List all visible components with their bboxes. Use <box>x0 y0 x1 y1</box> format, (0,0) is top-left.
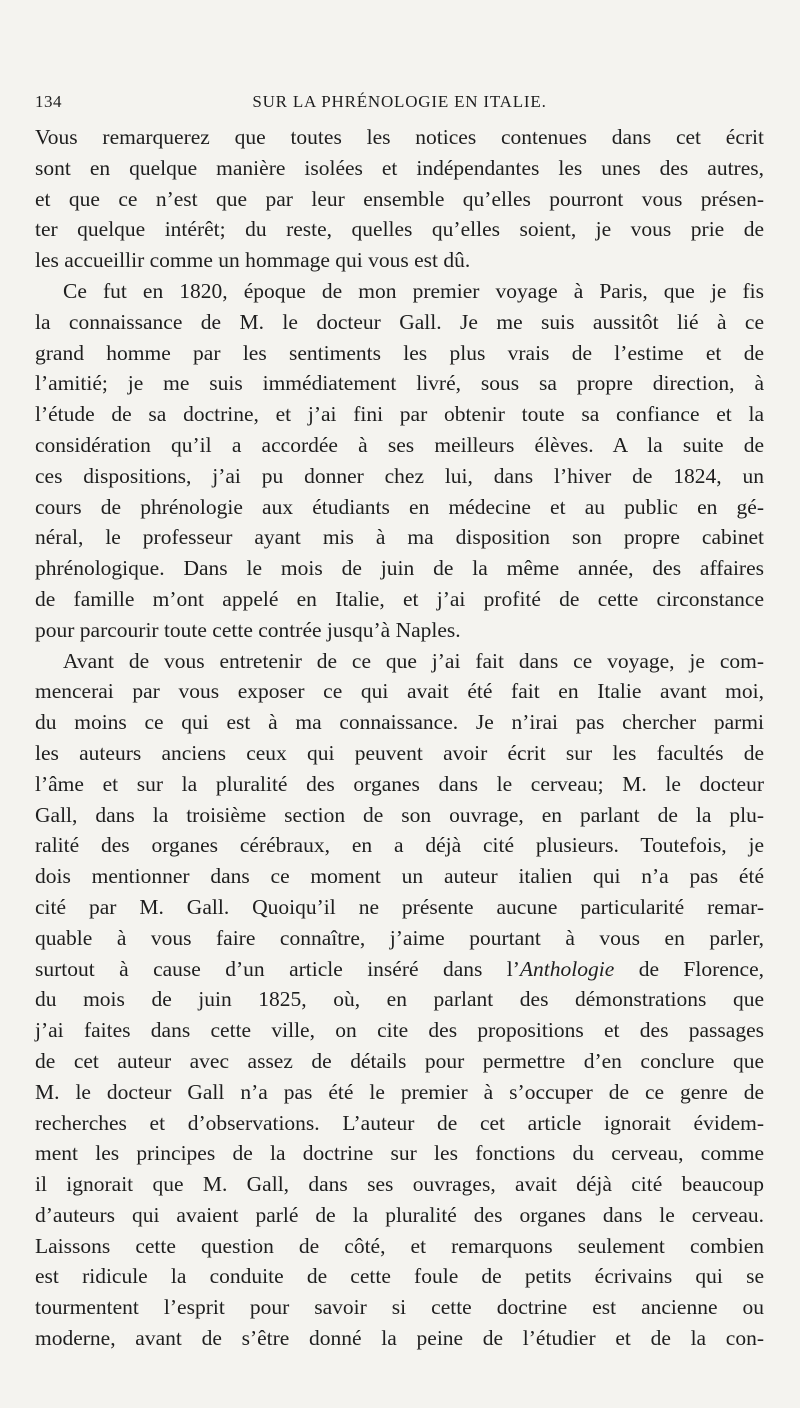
text-line: moderne, avant de s’être donné la peine de l’étudier et de la con- <box>35 1326 764 1351</box>
text-line: tourmentent l’esprit pour savoir si cette doctrine est ancienne ou <box>35 1295 764 1320</box>
text-line: Gall, dans la troisième section de son ouvrage, en parlant de la plu- <box>35 802 764 827</box>
text-line: j’ai faites dans cette ville, on cite des propositions et des passages <box>35 1018 764 1043</box>
text-line: les accueillir comme un hommage qui vous est dû. <box>35 248 471 273</box>
text-line: du moins ce qui est à ma connaissance. Je n’irai pas chercher parmi <box>35 710 764 735</box>
text-line: M. le docteur Gall n’a pas été le premier à s’occuper de ce genre de <box>35 1079 764 1104</box>
text-line: quable à vous faire connaître, j’aime pourtant à vous en parler, <box>35 925 764 950</box>
text-line: et que ce n’est que par leur ensemble qu’elles pourront vous présen- <box>35 186 764 211</box>
text-line: mencerai par vous exposer ce qui avait été fait en Italie avant moi, <box>35 679 764 704</box>
body-text <box>35 122 764 1354</box>
text-line: cité par M. Gall. Quoiqu’il ne présente aucune particularité remar- <box>35 894 764 919</box>
text-segment: surtout à cause d’un article inséré dans l’ <box>35 956 520 981</box>
paragraph-2 <box>35 276 764 646</box>
text-line: phrénologique. Dans le mois de juin de la même année, des affaires <box>35 556 764 581</box>
text-line: de famille m’ont appelé en Italie, et j’ai profité de cette circonstance <box>35 586 764 611</box>
text-line: Avant de vous entretenir de ce que j’ai fait dans ce voyage, je com- <box>63 648 764 673</box>
text-line: il ignorait que M. Gall, dans ses ouvrages, avait déjà cité beaucoup <box>35 1172 764 1197</box>
text-line: ces dispositions, j’ai pu donner chez lui, dans l’hiver de 1824, un <box>35 463 764 488</box>
text-line: de cet auteur avec assez de détails pour permettre d’en conclure que <box>35 1048 764 1073</box>
paragraph-3 <box>35 646 764 1354</box>
text-line: cours de phrénologie aux étudiants en médecine et au public en gé- <box>35 494 764 519</box>
text-line: Laissons cette question de côté, et remarquons seulement combien <box>35 1233 764 1258</box>
text-segment: de Florence, <box>614 956 764 981</box>
running-header <box>35 92 764 120</box>
text-line: ment les principes de la doctrine sur les fonctions du cerveau, comme <box>35 1141 764 1166</box>
text-line: grand homme par les sentiments les plus vrais de l’estime et de <box>35 340 764 365</box>
text-line: est ridicule la conduite de cette foule de petits écrivains qui se <box>35 1264 764 1289</box>
text-line: dois mentionner dans ce moment un auteur italien qui n’a pas été <box>35 864 764 889</box>
text-line: l’étude de sa doctrine, et j’ai fini par obtenir toute sa confiance et la <box>35 402 764 427</box>
text-line: ter quelque intérêt; du reste, quelles qu’elles soient, je vous prie de <box>35 217 764 242</box>
text-line: la connaissance de M. le docteur Gall. Je me suis aussitôt lié à ce <box>35 309 764 334</box>
text-line: Ce fut en 1820, époque de mon premier voyage à Paris, que je fis <box>63 278 764 303</box>
text-line: sont en quelque manière isolées et indépendantes les unes des autres, <box>35 155 764 180</box>
italic-title: Anthologie <box>519 956 615 981</box>
text-line: pour parcourir toute cette contrée jusqu’à Naples. <box>35 617 461 642</box>
text-line: du mois de juin 1825, où, en parlant des démonstrations que <box>35 987 764 1012</box>
paragraph-1 <box>35 122 764 276</box>
text-line: recherches et d’observations. L’auteur de cet article ignorait évidem- <box>35 1110 764 1135</box>
page-number: 134 <box>35 92 62 111</box>
running-title: SUR LA PHRÉNOLOGIE EN ITALIE. <box>252 92 547 111</box>
text-line: d’auteurs qui avaient parlé de la pluralité des organes dans le cerveau. <box>35 1202 764 1227</box>
text-line: ralité des organes cérébraux, en a déjà cité plusieurs. Toutefois, je <box>35 833 764 858</box>
text-line: Vous remarquerez que toutes les notices contenues dans cet écrit <box>35 125 764 149</box>
text-line: l’âme et sur la pluralité des organes dans le cerveau; M. le docteur <box>35 771 764 796</box>
text-line-with-italic <box>35 954 764 985</box>
text-line: néral, le professeur ayant mis à ma disposition son propre cabinet <box>35 525 764 550</box>
text-line: les auteurs anciens ceux qui peuvent avoir écrit sur les facultés de <box>35 740 764 765</box>
text-line: considération qu’il a accordée à ses meilleurs élèves. A la suite de <box>35 432 764 457</box>
text-line: l’amitié; je me suis immédiatement livré, sous sa propre direction, à <box>35 371 764 396</box>
